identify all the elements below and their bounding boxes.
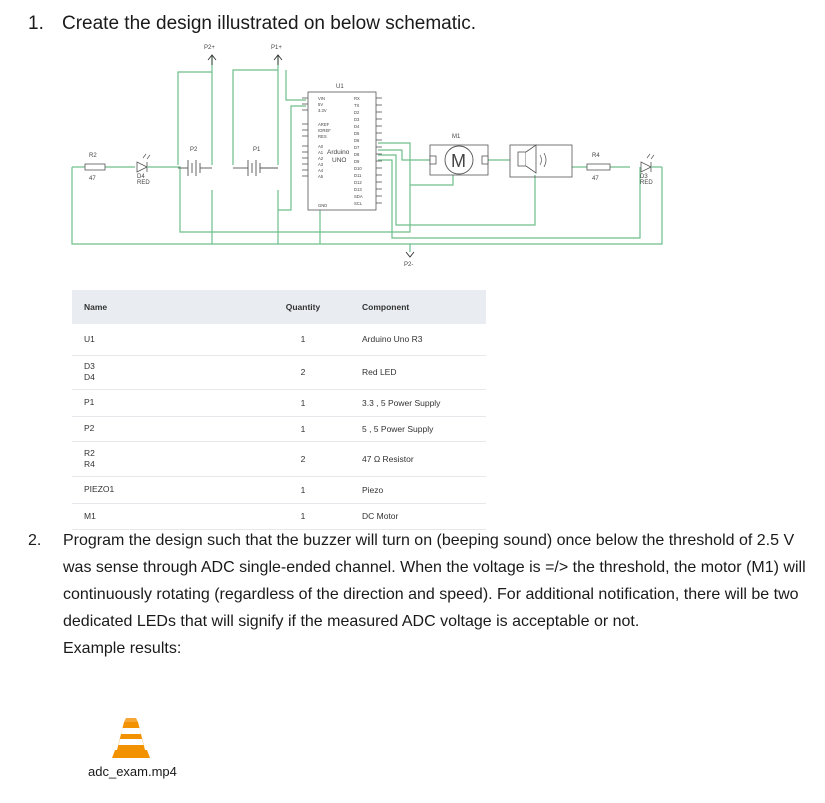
row-quantity: 1 [256,324,350,355]
svg-text:A3: A3 [318,162,324,167]
row-component: 3.3 , 5 Power Supply [350,389,486,416]
resistor-r4 [587,153,610,182]
row-quantity: 1 [256,389,350,416]
svg-text:SCL: SCL [354,201,363,206]
header-component: Component [350,290,486,324]
header-name: Name [72,290,256,324]
header-quantity: Quantity [256,290,350,324]
row-quantity: 1 [256,416,350,441]
svg-text:D4: D4 [354,124,360,129]
svg-text:R4: R4 [592,153,600,159]
svg-text:RX: RX [354,96,360,101]
svg-text:D12: D12 [354,180,362,185]
svg-text:D4: D4 [137,174,145,180]
svg-text:TX: TX [354,103,360,108]
question-1-text: Create the design illustrated on below schematic. [62,13,477,34]
row-component: DC Motor [350,503,486,529]
svg-text:GND: GND [318,203,328,208]
piezo-speaker [510,145,572,177]
svg-text:P1: P1 [253,147,261,153]
row-quantity: 2 [256,355,350,389]
svg-text:D3: D3 [640,174,648,180]
p2-rail-symbol [204,45,216,65]
attachment-filename[interactable]: adc_exam.mp4 [88,764,177,779]
svg-text:D2: D2 [354,110,360,115]
row-name: M1 [72,503,256,529]
table-row [72,324,486,355]
svg-text:UNO: UNO [332,157,347,164]
svg-text:VIN: VIN [318,96,325,101]
row-component: Arduino Uno R3 [350,324,486,355]
row-component: 47 Ω Resistor [350,441,486,476]
row-quantity: 1 [256,503,350,529]
circuit-schematic [0,0,825,290]
question-2-number: 2. [28,532,42,549]
svg-text:RES: RES [318,134,327,139]
row-component: Red LED [350,355,486,389]
row-name: U1 [72,324,256,355]
p1-rail-symbol [271,45,282,65]
led-d3 [640,154,662,186]
svg-text:D7: D7 [354,145,360,150]
power-supply-p2 [178,147,212,176]
svg-text:Arduino: Arduino [327,149,350,156]
svg-text:5V: 5V [318,102,324,107]
led-d4 [137,154,160,186]
row-name: P1 [72,389,256,416]
power-supply-p1 [233,147,278,176]
row-name: PIEZO1 [72,476,256,503]
svg-text:P1+: P1+ [271,45,282,51]
svg-text:D5: D5 [354,131,360,136]
table-row [72,503,486,529]
svg-text:U1: U1 [336,84,344,90]
row-name: P2 [72,416,256,441]
svg-text:P2-: P2- [404,262,414,268]
svg-text:M: M [451,151,466,171]
svg-text:M1: M1 [452,134,461,140]
row-name: R2 R4 [72,441,256,476]
svg-text:D13: D13 [354,187,362,192]
resistor-r2 [85,153,105,182]
svg-text:P2: P2 [190,147,198,153]
ground-symbol [404,252,414,268]
row-quantity: 2 [256,441,350,476]
table-row [72,389,486,416]
question-1-number: 1. [28,13,44,34]
row-quantity: 1 [256,476,350,503]
svg-text:IOREF: IOREF [318,128,331,133]
svg-text:D6: D6 [354,138,360,143]
svg-text:47: 47 [592,176,599,182]
svg-text:AREF: AREF [318,122,330,127]
example-results-label: Example results: [63,640,182,657]
svg-text:RED: RED [137,180,150,186]
svg-text:D3: D3 [354,117,360,122]
svg-text:D11: D11 [354,173,362,178]
question-2-text: Program the design such that the buzzer will turn on (beeping sound) once below the threshold of 2.5 V was sense through ADC single-ended channel. When the voltage is =/> the threshold, the motor (M1) will continuously rotating (regardless of the direction and speed). For additional notification, there will be two dedicated LEDs that will signify if the measured ADC voltage is acceptable or not. [63,532,806,630]
svg-text:P2+: P2+ [204,45,215,51]
row-component: 5 , 5 Power Supply [350,416,486,441]
table-row [72,441,486,476]
svg-text:A5: A5 [318,174,324,179]
svg-text:A1: A1 [318,150,324,155]
svg-text:D10: D10 [354,166,362,171]
table-row [72,355,486,389]
question-2 [28,527,818,662]
components-table [72,290,486,530]
svg-text:D9: D9 [354,159,360,164]
svg-text:47: 47 [89,176,96,182]
table-row [72,476,486,503]
svg-text:SDA: SDA [354,194,363,199]
svg-text:A4: A4 [318,168,324,173]
svg-text:R2: R2 [89,153,97,159]
row-component: Piezo [350,476,486,503]
svg-text:A0: A0 [318,144,324,149]
dc-motor-m1 [430,134,488,175]
svg-text:RED: RED [640,180,653,186]
table-header-row [72,290,486,324]
vlc-cone-icon[interactable] [112,716,150,760]
arduino-u1 [302,84,382,210]
row-name: D3 D4 [72,355,256,389]
svg-text:D8: D8 [354,152,360,157]
table-row [72,416,486,441]
svg-text:3.3V: 3.3V [318,108,327,113]
svg-text:A2: A2 [318,156,324,161]
